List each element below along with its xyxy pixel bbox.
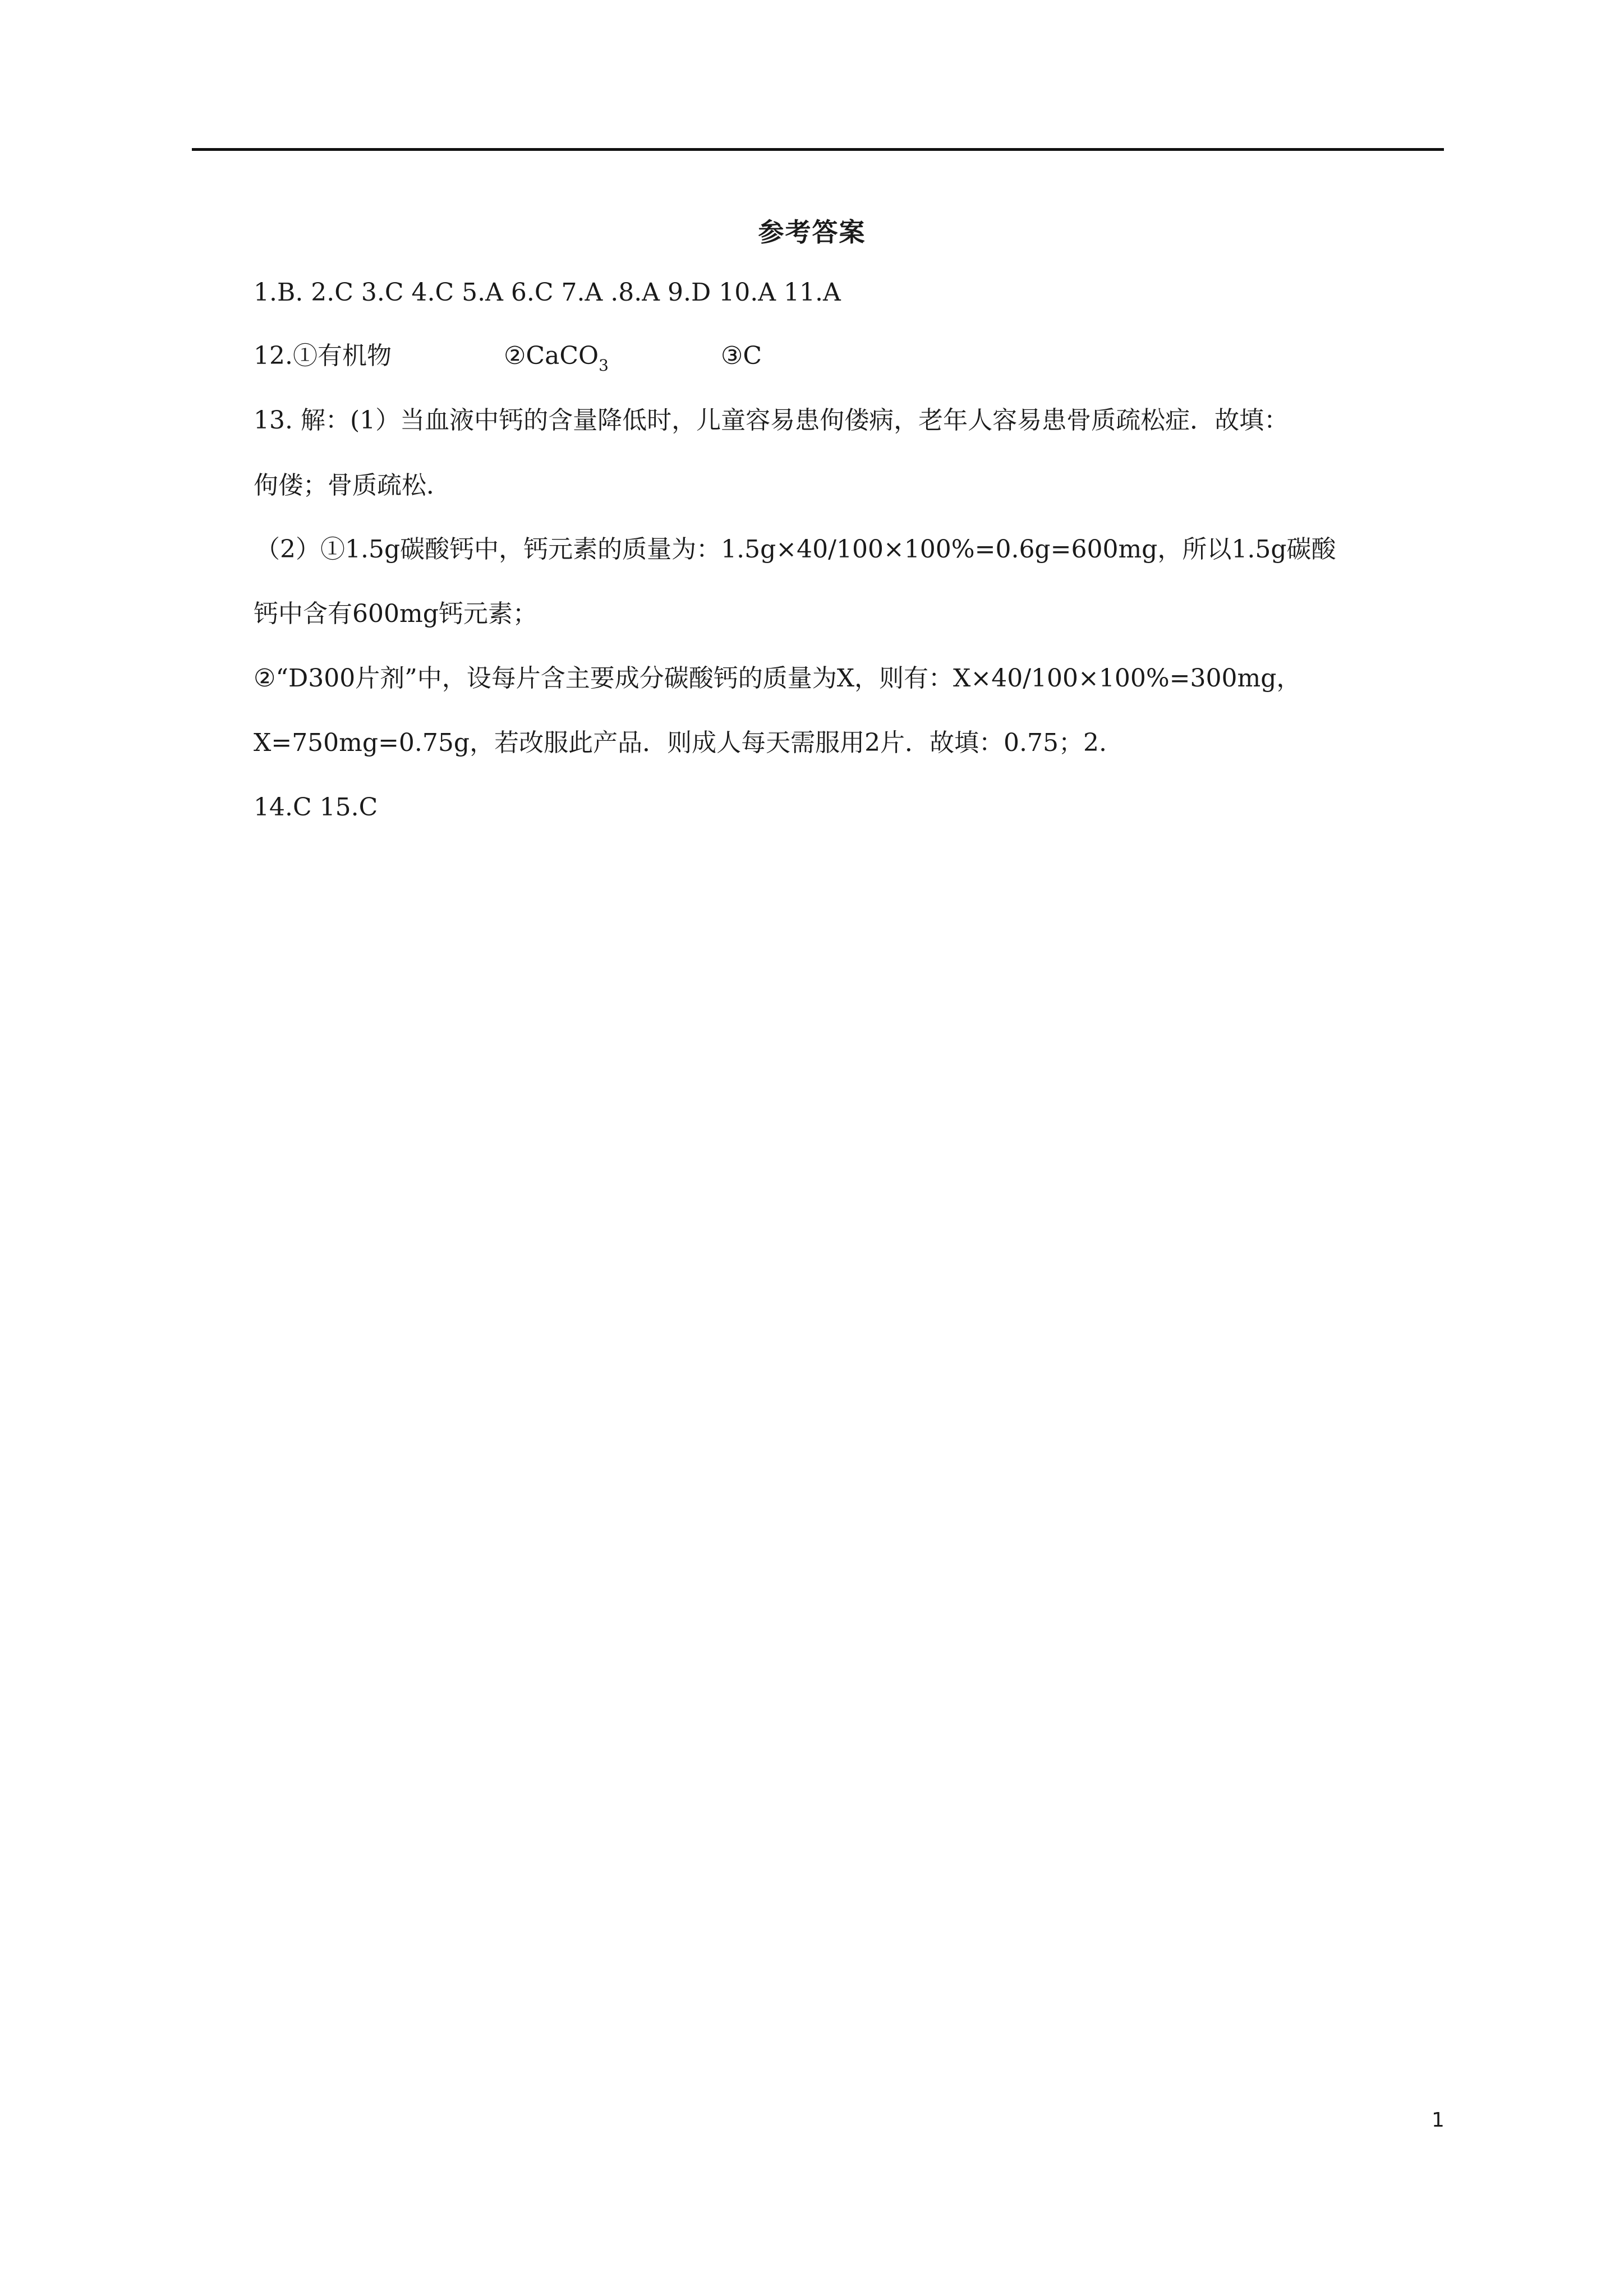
header-rule — [192, 148, 1444, 151]
answer-13-line-3: （2）①1.5g碳酸钙中，钙元素的质量为：1.5g×40/100×100%=0.6g=600mg，所以1.5g碳酸 — [255, 535, 1336, 564]
answer-12-part2: ②CaCO — [503, 342, 599, 370]
page-title: 参考答案 — [758, 217, 866, 247]
page-number: 1 — [1432, 2109, 1444, 2132]
answer-12-number: 12. — [254, 342, 293, 370]
answer-12-part2-subscript: 3 — [599, 356, 609, 375]
answer-13-line-1 — [254, 404, 1443, 437]
answer-13-line-6: X=750mg=0.75g，若改服此产品．则成人每天需服用2片．故填：0.75；2. — [254, 729, 1107, 757]
answer-13-line-2: 佝偻；骨质疏松． — [254, 471, 451, 500]
answer-12-part1: ①有机物 — [292, 342, 392, 370]
answer-12 — [254, 339, 762, 382]
answer-12-part3: ③C — [720, 342, 762, 370]
answers-1-11: 1.B. 2.C 3.C 4.C 5.A 6.C 7.A .8.A 9.D 10.A 11.A — [254, 278, 841, 307]
answer-13-line-4: 钙中含有600mg钙元素； — [254, 600, 537, 628]
answers-14-15: 14.C 15.C — [254, 793, 378, 822]
answer-13-line-1-text: 13. 解：(1）当血液中钙的含量降低时，儿童容易患佝偻病，老年人容易患骨质疏松症．故填： — [254, 406, 1289, 435]
answer-13-line-5: ②“D300片剂”中，设每片含主要成分碳酸钙的质量为X，则有：X×40/100×100%=300mg， — [254, 664, 1301, 693]
